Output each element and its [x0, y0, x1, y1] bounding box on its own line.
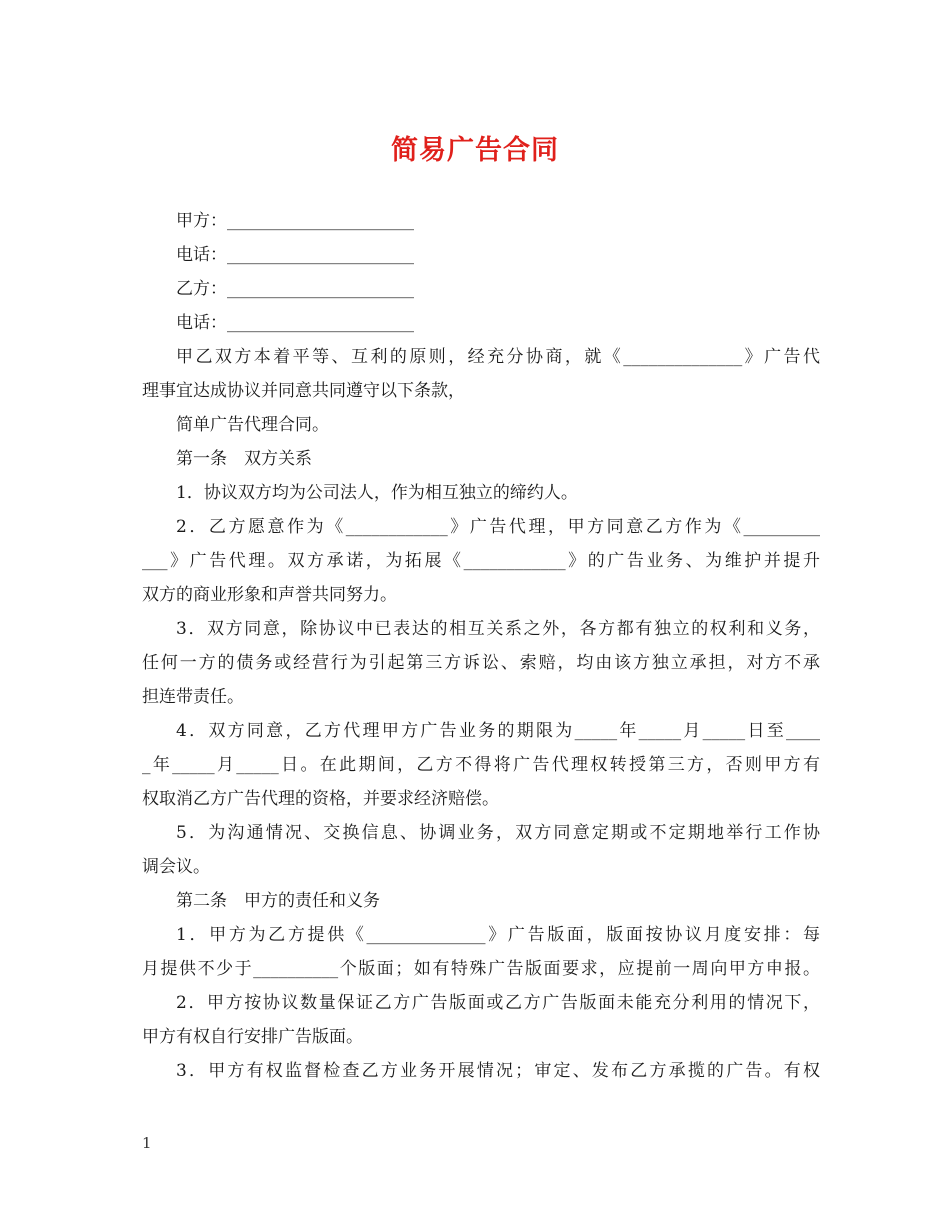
document-title: 简易广告合同	[391, 135, 559, 166]
preamble-line-2: 理事宜达成协议并同意共同遵守以下条款，	[142, 381, 465, 401]
article-1-clause-3-line-2: 任何一方的债务或经营行为引起第三方诉讼、索赔，均由该方独立承担，对方不承	[142, 653, 820, 673]
article-1-clause-3-line-1: 3．双方同意，除协议中已表达的相互关系之外，各方都有独立的权利和义务，	[176, 619, 820, 639]
article-1-clause-3-line-3: 担连带责任。	[142, 687, 244, 707]
article-1-clause-2-line-3: 双方的商业形象和声誉共同努力。	[142, 585, 397, 605]
article-1-clause-4-line-3: 权取消乙方广告代理的资格，并要求经济赔偿。	[142, 789, 499, 809]
article-1-clause-2-line-2: ___》广告代理。双方承诺，为拓展《____________》的广告业务、为维护并提升	[142, 551, 820, 571]
preamble-line-3: 简单广告代理合同。	[176, 415, 329, 435]
page-number: 1	[142, 1134, 152, 1152]
party-a-name-line: 甲方：______________________	[176, 211, 414, 231]
party-b-phone-line: 电话：______________________	[176, 313, 414, 333]
article-1-clause-5-line-2: 调会议。	[142, 857, 210, 877]
article-1-clause-2-line-1: 2．乙方愿意作为《____________》广告代理，甲方同意乙方作为《_________	[176, 517, 820, 537]
article-1-clause-1: 1．协议双方均为公司法人，作为相互独立的缔约人。	[176, 483, 578, 503]
article-1-heading: 第一条 双方关系	[176, 449, 312, 469]
article-2-heading: 第二条 甲方的责任和义务	[176, 891, 380, 911]
article-2-clause-2-line-2: 甲方有权自行安排广告版面。	[142, 1027, 363, 1047]
article-2-clause-1-line-1: 1．甲方为乙方提供《______________》广告版面，版面按协议月度安排：每	[176, 925, 820, 945]
article-2-clause-1-line-2: 月提供不少于__________个版面；如有特殊广告版面要求，应提前一周向甲方申报。	[142, 959, 820, 979]
party-b-name-line: 乙方：______________________	[176, 279, 414, 299]
article-2-clause-3-line-1: 3．甲方有权监督检查乙方业务开展情况；审定、发布乙方承揽的广告。有权	[176, 1061, 820, 1081]
article-1-clause-5-line-1: 5．为沟通情况、交换信息、协调业务，双方同意定期或不定期地举行工作协	[176, 823, 820, 843]
preamble-line-1: 甲乙双方本着平等、互利的原则，经充分协商，就《______________》广告代	[176, 347, 820, 367]
article-1-clause-4-line-2: _年_____月_____日。在此期间，乙方不得将广告代理权转授第三方，否则甲方有	[142, 755, 820, 775]
party-a-phone-line: 电话：______________________	[176, 245, 414, 265]
article-2-clause-2-line-1: 2．甲方按协议数量保证乙方广告版面或乙方广告版面未能充分利用的情况下，	[176, 993, 820, 1013]
article-1-clause-4-line-1: 4．双方同意，乙方代理甲方广告业务的期限为_____年_____月_____日至____	[176, 721, 820, 741]
